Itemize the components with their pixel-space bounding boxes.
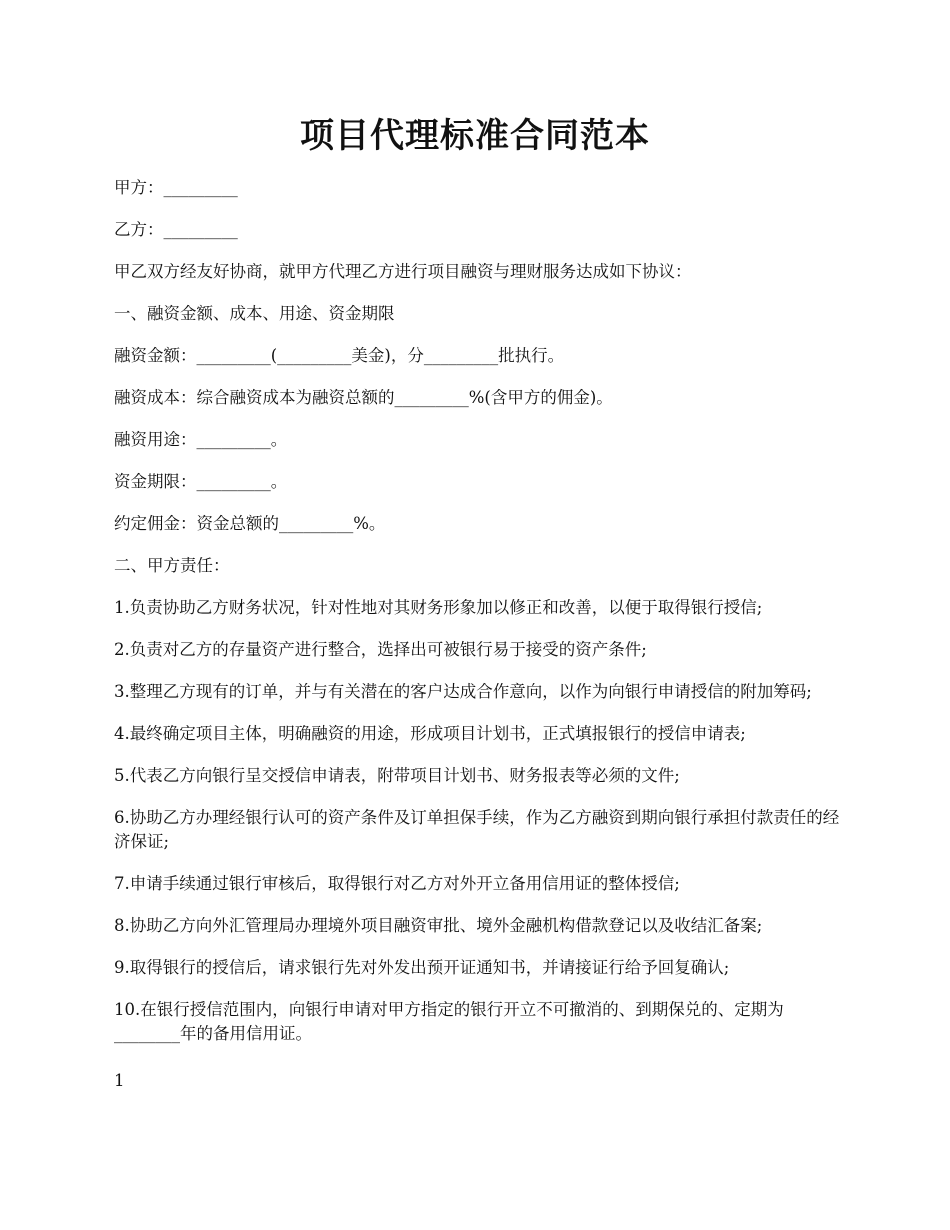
clause-9: 9.取得银行的授信后，请求银行先对外发出预开证通知书，并请接证行给予回复确认; — [114, 958, 730, 977]
financing-amount: 融资金额：_________(_________美金)，分_________批执行。 — [114, 346, 565, 365]
clause-4: 4.最终确定项目主体，明确融资的用途，形成项目计划书，正式填报银行的授信申请表; — [114, 724, 746, 743]
party-a-line: 甲方：_________ — [114, 178, 238, 197]
clause-6: 6.协助乙方办理经银行认可的资产条件及订单担保手续，作为乙方融资到期向银行承担付款责任的经济保证; — [114, 808, 840, 851]
funding-term: 资金期限：_________。 — [114, 472, 288, 491]
section-heading-1: 一、融资金额、成本、用途、资金期限 — [114, 304, 395, 323]
clause-3: 3.整理乙方现有的订单，并与有关潜在的客户达成合作意向，以作为向银行申请授信的附加筹码; — [114, 682, 812, 701]
financing-cost: 融资成本：综合融资成本为融资总额的_________%(含甲方的佣金)。 — [114, 388, 613, 407]
agreed-commission: 约定佣金：资金总额的_________%。 — [114, 514, 386, 533]
agreement-intro: 甲乙双方经友好协商，就甲方代理乙方进行项目融资与理财服务达成如下协议： — [114, 262, 692, 281]
clause-8: 8.协助乙方向外汇管理局办理境外项目融资审批、境外金融机构借款登记以及收结汇备案; — [114, 916, 763, 935]
clause-7: 7.申请手续通过银行审核后，取得银行对乙方对外开立备用信用证的整体授信; — [114, 874, 680, 893]
document-title: 项目代理标准合同范本 — [300, 116, 650, 156]
financing-purpose: 融资用途：_________。 — [114, 430, 288, 449]
clause-1: 1.负责协助乙方财务状况，针对性地对其财务形象加以修正和改善，以便于取得银行授信; — [114, 598, 763, 617]
clause-5: 5.代表乙方向银行呈交授信申请表，附带项目计划书、财务报表等必须的文件; — [114, 766, 680, 785]
clause-2: 2.负责对乙方的存量资产进行整合，选择出可被银行易于接受的资产条件; — [114, 640, 647, 659]
clause-10: 10.在银行授信范围内，向银行申请对甲方指定的银行开立不可撤消的、到期保兑的、定期为________年的备用信用证。 — [114, 1000, 784, 1043]
section-heading-2: 二、甲方责任： — [114, 556, 230, 575]
page-number: 1 — [114, 1071, 125, 1090]
document-body — [114, 176, 844, 1064]
party-b-line: 乙方：_________ — [114, 220, 238, 239]
